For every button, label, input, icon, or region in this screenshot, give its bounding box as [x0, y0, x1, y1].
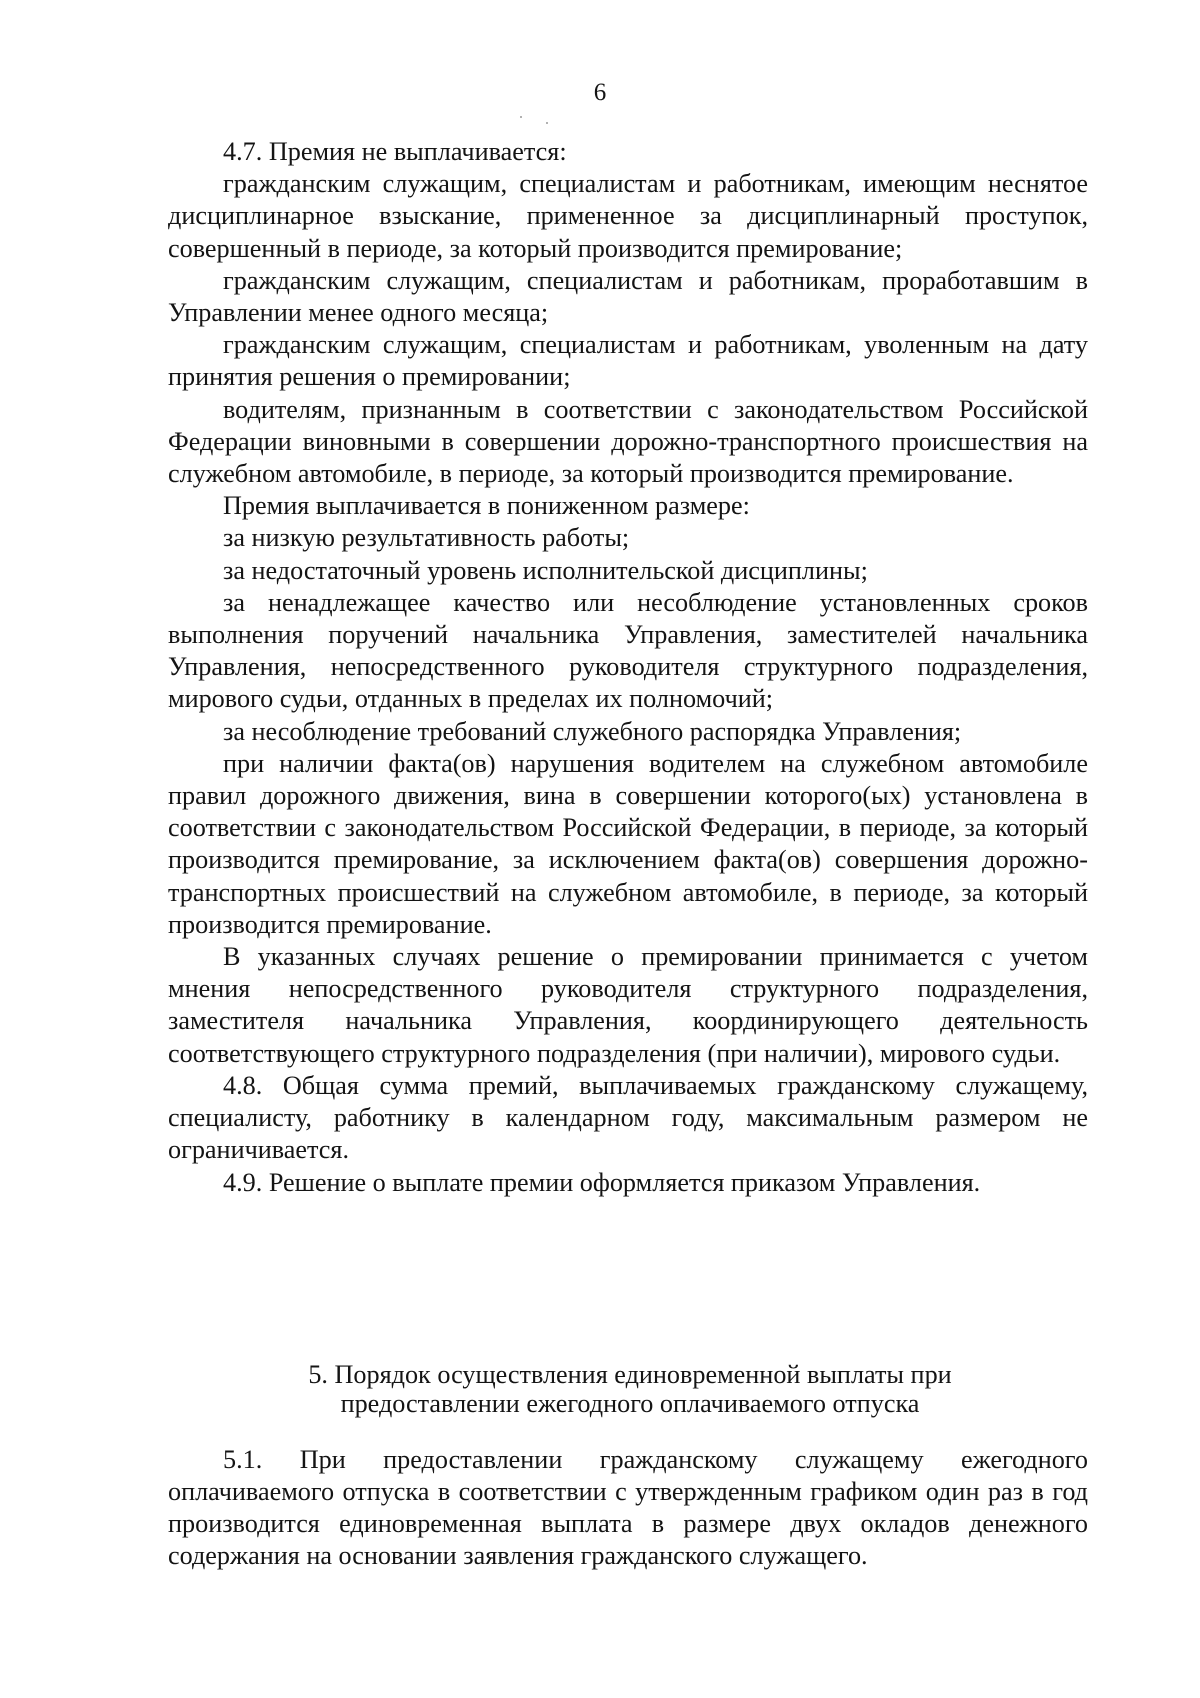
- paragraph: гражданским служащим, специалистам и работникам, имеющим неснятое дисциплинарное взыскание, примененное за дисциплинарный проступок, совершенный в периоде, за который производится премирование;: [168, 169, 1088, 263]
- paragraph: за ненадлежащее качество или несоблюдение установленных сроков выполнения поручений начальника Управления, заместителей начальника Управления, непосредственного руководителя структурного подразделения, мирового судьи, отданных в пределах их полномочий;: [168, 587, 1088, 714]
- section-body: [168, 1444, 1088, 1572]
- paragraph: 5.1. При предоставлении гражданскому служащему ежегодного оплачиваемого отпуска в соответствии с утвержденным графиком один раз в год производится единовременная выплата в размере двух окладов денежного содержания на основании заявления гражданского служащего.: [168, 1445, 1088, 1570]
- paragraph: В указанных случаях решение о премировании принимается с учетом мнения непосредственного руководителя структурного подразделения, заместителя начальника Управления, координирующего деятельность соответствующего структурного подразделения (при наличии), мирового судьи.: [168, 942, 1088, 1068]
- section-heading-line: 5. Порядок осуществления единовременной выплаты при: [308, 1360, 952, 1389]
- paragraph: при наличии факта(ов) нарушения водителем на служебном автомобиле правил дорожного движения, вина в совершении которого(ых) установлена в соответствии с законодательством Российской Федерации, в периоде, за который производится премирование, за исключением факта(ов) совершения дорожно-транспортных происшествий на служебном автомобиле, в периоде, за который производится премирование.: [168, 748, 1088, 939]
- scan-speck: [546, 122, 548, 124]
- paragraph: водителям, признанным в соответствии с законодательством Российской Федерации виновными в совершении дорожно-транспортного происшествия на служебном автомобиле, в периоде, за который производится премирование.: [168, 394, 1088, 489]
- document-body: [168, 136, 1088, 1199]
- page-number: 6: [593, 79, 607, 106]
- scan-speck: [520, 116, 522, 118]
- paragraph: Премия выплачивается в пониженном размере:: [223, 491, 750, 521]
- paragraph: гражданским служащим, специалистам и работникам, проработавшим в Управлении менее одного месяца;: [168, 265, 1088, 328]
- section-heading-line: предоставлении ежегодного оплачиваемого отпуска: [340, 1389, 920, 1418]
- paragraph: 4.9. Решение о выплате премии оформляется приказом Управления.: [223, 1167, 981, 1197]
- paragraph: 4.8. Общая сумма премий, выплачиваемых гражданскому служащему, специалисту, работнику в календарном году, максимальным размером не ограничивается.: [168, 1070, 1088, 1165]
- paragraph: 4.7. Премия не выплачивается:: [223, 137, 567, 166]
- paragraph: за низкую результативность работы;: [223, 523, 630, 553]
- paragraph: за несоблюдение требований служебного распорядка Управления;: [223, 716, 962, 746]
- section-heading: [240, 1360, 1020, 1418]
- paragraph: за недостаточный уровень исполнительской дисциплины;: [223, 555, 868, 585]
- paragraph: гражданским служащим, специалистам и работникам, уволенным на дату принятия решения о премировании;: [168, 330, 1088, 392]
